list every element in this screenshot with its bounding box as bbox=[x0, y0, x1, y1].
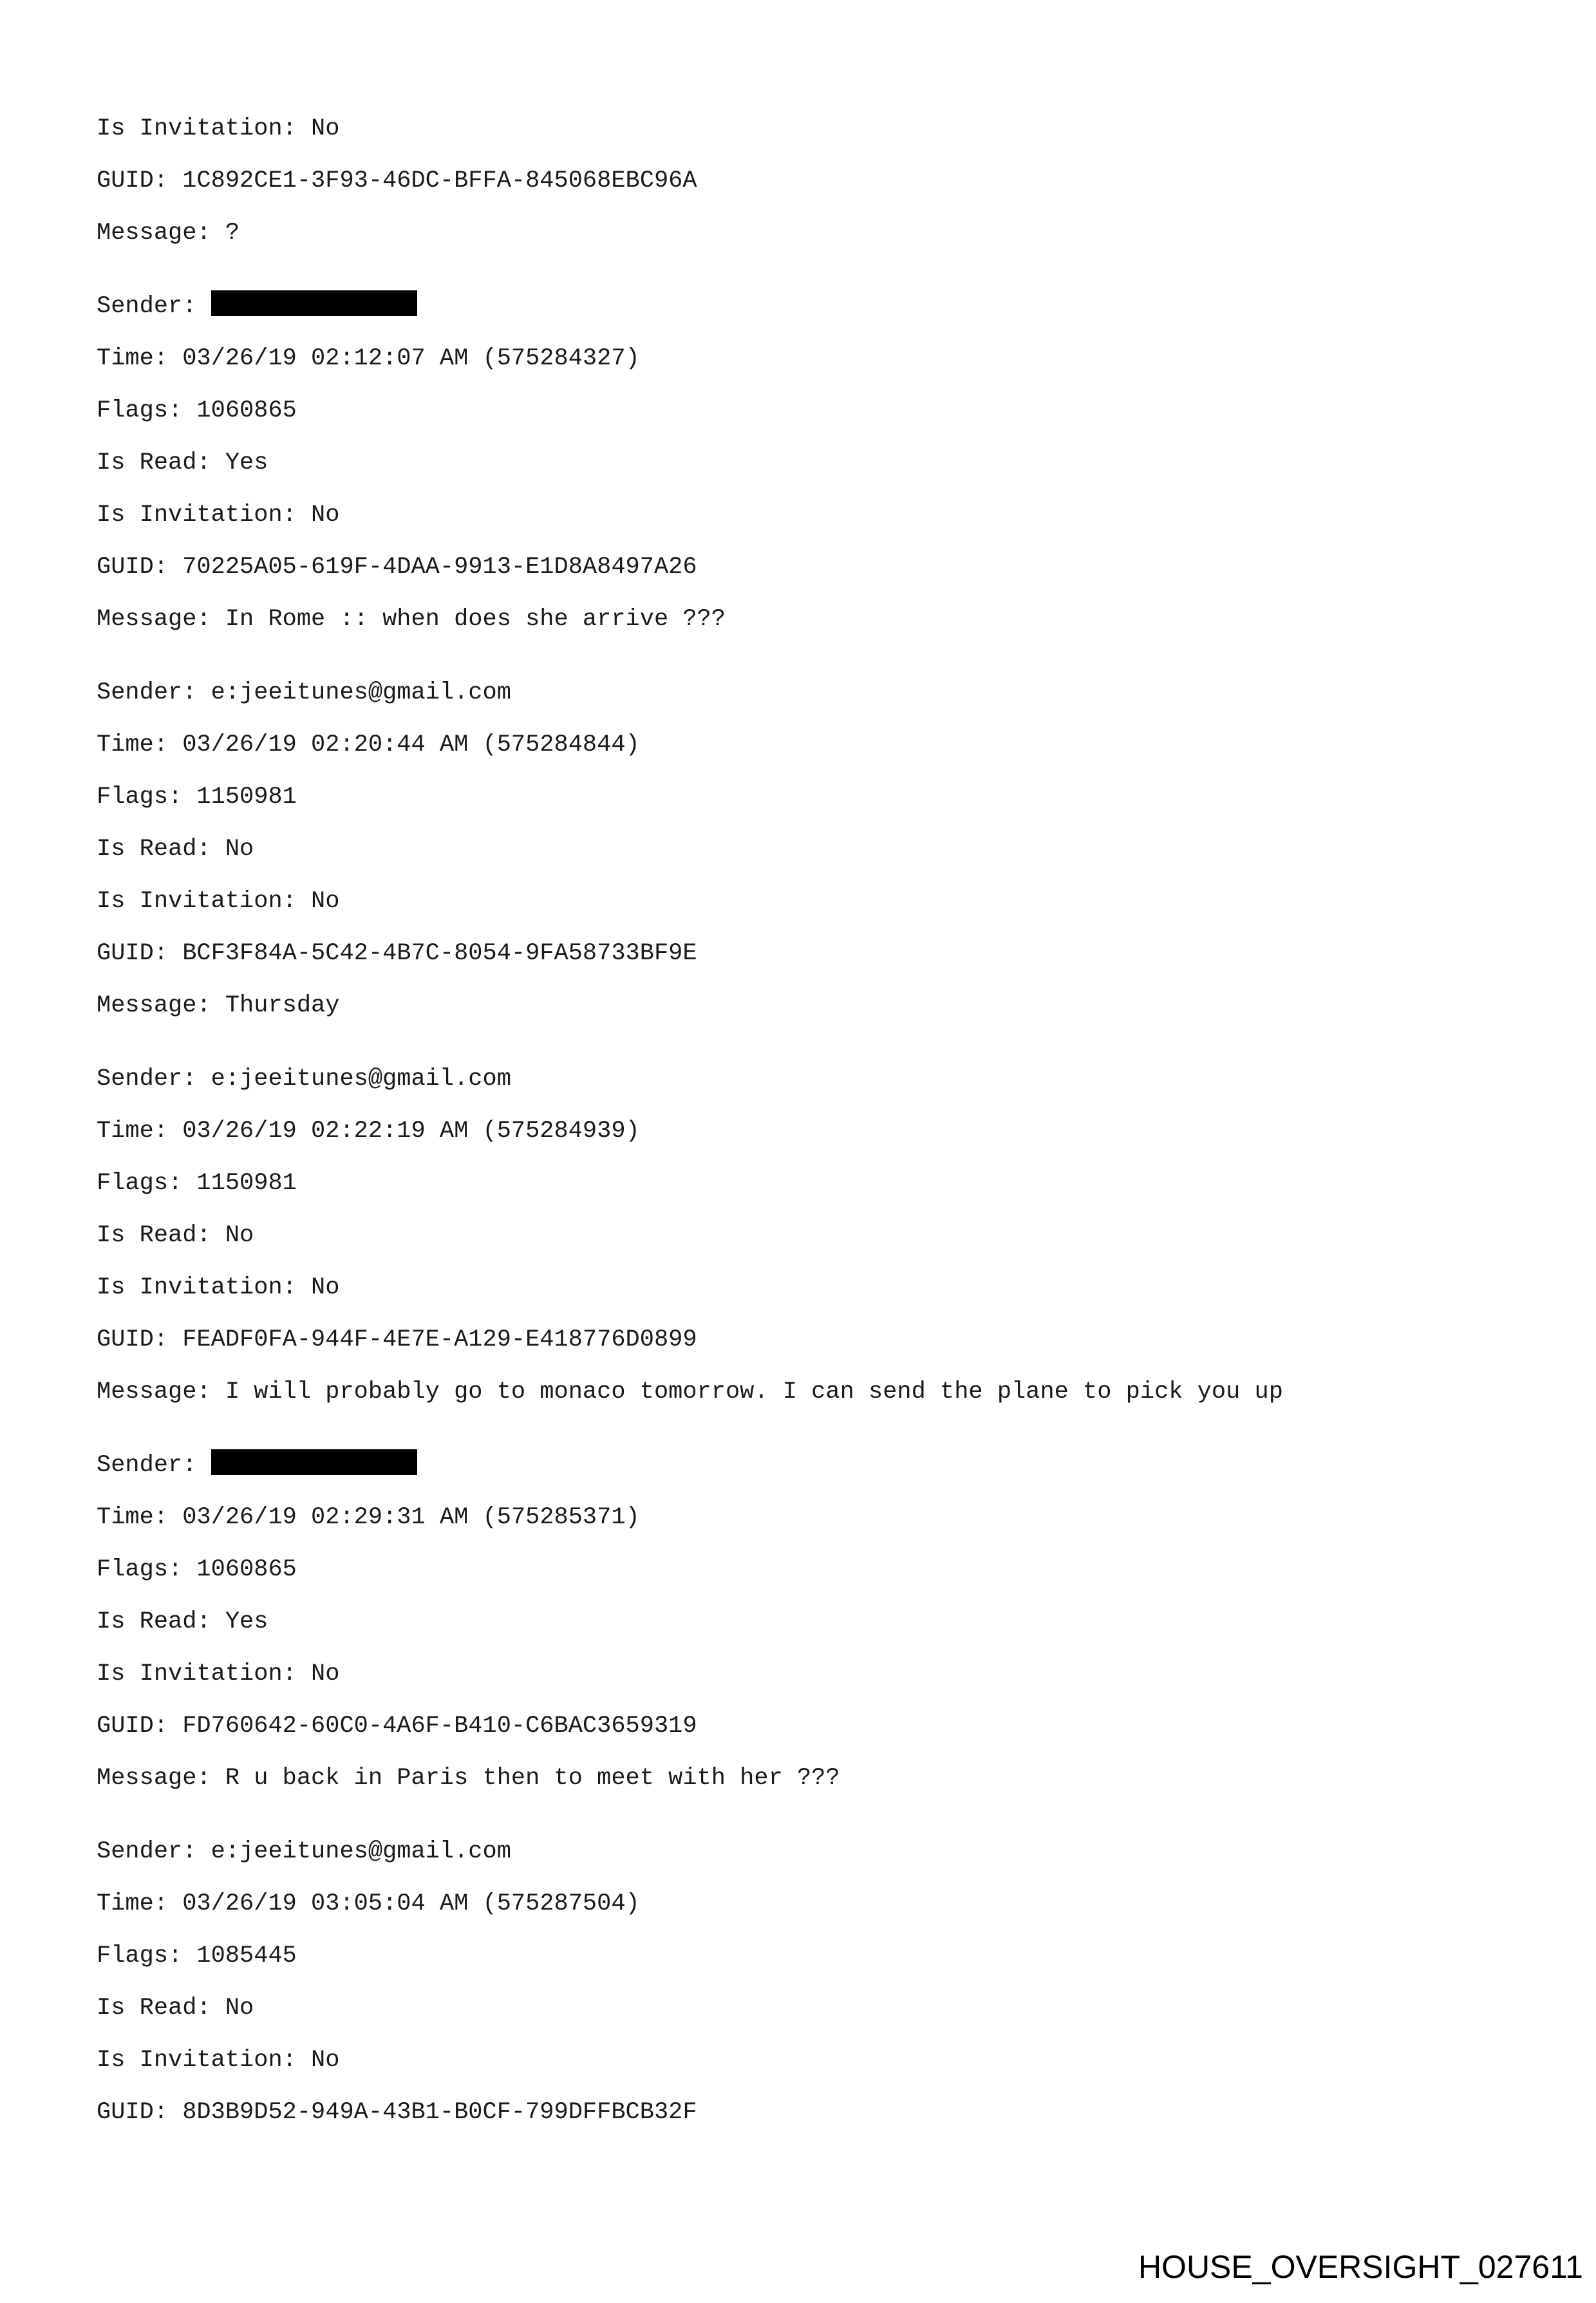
sender-text: Sender: e:jeeitunes@gmail.com bbox=[97, 1066, 511, 1093]
bates-number: HOUSE_OVERSIGHT_027611 bbox=[1138, 2249, 1583, 2285]
sender-text: Sender: bbox=[97, 1452, 211, 1479]
time-line: Time: 03/26/19 03:05:04 AM (575287504) bbox=[97, 1890, 640, 1917]
message-record bbox=[97, 103, 1545, 259]
sender-text: Sender: e:jeeitunes@gmail.com bbox=[97, 1838, 511, 1865]
is-read-line: Is Read: Yes bbox=[97, 1608, 268, 1635]
redaction-box bbox=[211, 1449, 417, 1475]
message-log bbox=[97, 103, 1545, 2139]
sender-line bbox=[97, 667, 1545, 719]
message-record bbox=[97, 1826, 1545, 2139]
time-line: Time: 03/26/19 02:29:31 AM (575285371) bbox=[97, 1504, 640, 1531]
message-record bbox=[97, 667, 1545, 1032]
is-invitation-line: Is Invitation: No bbox=[97, 115, 340, 142]
is-invitation-line: Is Invitation: No bbox=[97, 2047, 340, 2074]
guid-line: GUID: BCF3F84A-5C42-4B7C-8054-9FA58733BF9E bbox=[97, 940, 697, 967]
guid-line: GUID: FEADF0FA-944F-4E7E-A129-E418776D0899 bbox=[97, 1326, 697, 1353]
guid-line: GUID: 70225A05-619F-4DAA-9913-E1D8A8497A26 bbox=[97, 554, 697, 581]
redaction-box bbox=[211, 290, 417, 316]
flags-line: Flags: 1150981 bbox=[97, 784, 297, 811]
time-line: Time: 03/26/19 02:22:19 AM (575284939) bbox=[97, 1118, 640, 1145]
time-line: Time: 03/26/19 02:20:44 AM (575284844) bbox=[97, 731, 640, 758]
sender-line bbox=[97, 281, 1545, 333]
message-line: Message: Thursday bbox=[97, 992, 340, 1019]
message-record bbox=[97, 1440, 1545, 1805]
flags-line: Flags: 1150981 bbox=[97, 1170, 297, 1197]
sender-text: Sender: e:jeeitunes@gmail.com bbox=[97, 679, 511, 706]
flags-line: Flags: 1060865 bbox=[97, 397, 297, 424]
is-invitation-line: Is Invitation: No bbox=[97, 888, 340, 915]
is-read-line: Is Read: Yes bbox=[97, 449, 268, 476]
sender-text: Sender: bbox=[97, 293, 211, 320]
guid-line: GUID: 1C892CE1-3F93-46DC-BFFA-845068EBC96A bbox=[97, 167, 697, 194]
is-read-line: Is Read: No bbox=[97, 1222, 254, 1249]
guid-line: GUID: 8D3B9D52-949A-43B1-B0CF-799DFFBCB32F bbox=[97, 2099, 697, 2126]
sender-line bbox=[97, 1440, 1545, 1492]
message-line: Message: I will probably go to monaco tomorrow. I can send the plane to pick you up bbox=[97, 1378, 1283, 1405]
flags-line: Flags: 1060865 bbox=[97, 1556, 297, 1583]
sender-line bbox=[97, 1053, 1545, 1105]
is-invitation-line: Is Invitation: No bbox=[97, 502, 340, 529]
message-line: Message: R u back in Paris then to meet with her ??? bbox=[97, 1765, 840, 1792]
sender-line bbox=[97, 1826, 1545, 1878]
is-invitation-line: Is Invitation: No bbox=[97, 1274, 340, 1301]
guid-line: GUID: FD760642-60C0-4A6F-B410-C6BAC3659319 bbox=[97, 1713, 697, 1740]
message-line: Message: ? bbox=[97, 220, 240, 247]
is-read-line: Is Read: No bbox=[97, 836, 254, 863]
is-invitation-line: Is Invitation: No bbox=[97, 1660, 340, 1687]
is-read-line: Is Read: No bbox=[97, 1995, 254, 2022]
time-line: Time: 03/26/19 02:12:07 AM (575284327) bbox=[97, 345, 640, 372]
flags-line: Flags: 1085445 bbox=[97, 1942, 297, 1969]
message-record bbox=[97, 281, 1545, 646]
message-record bbox=[97, 1053, 1545, 1418]
message-line: Message: In Rome :: when does she arrive ??? bbox=[97, 606, 726, 633]
